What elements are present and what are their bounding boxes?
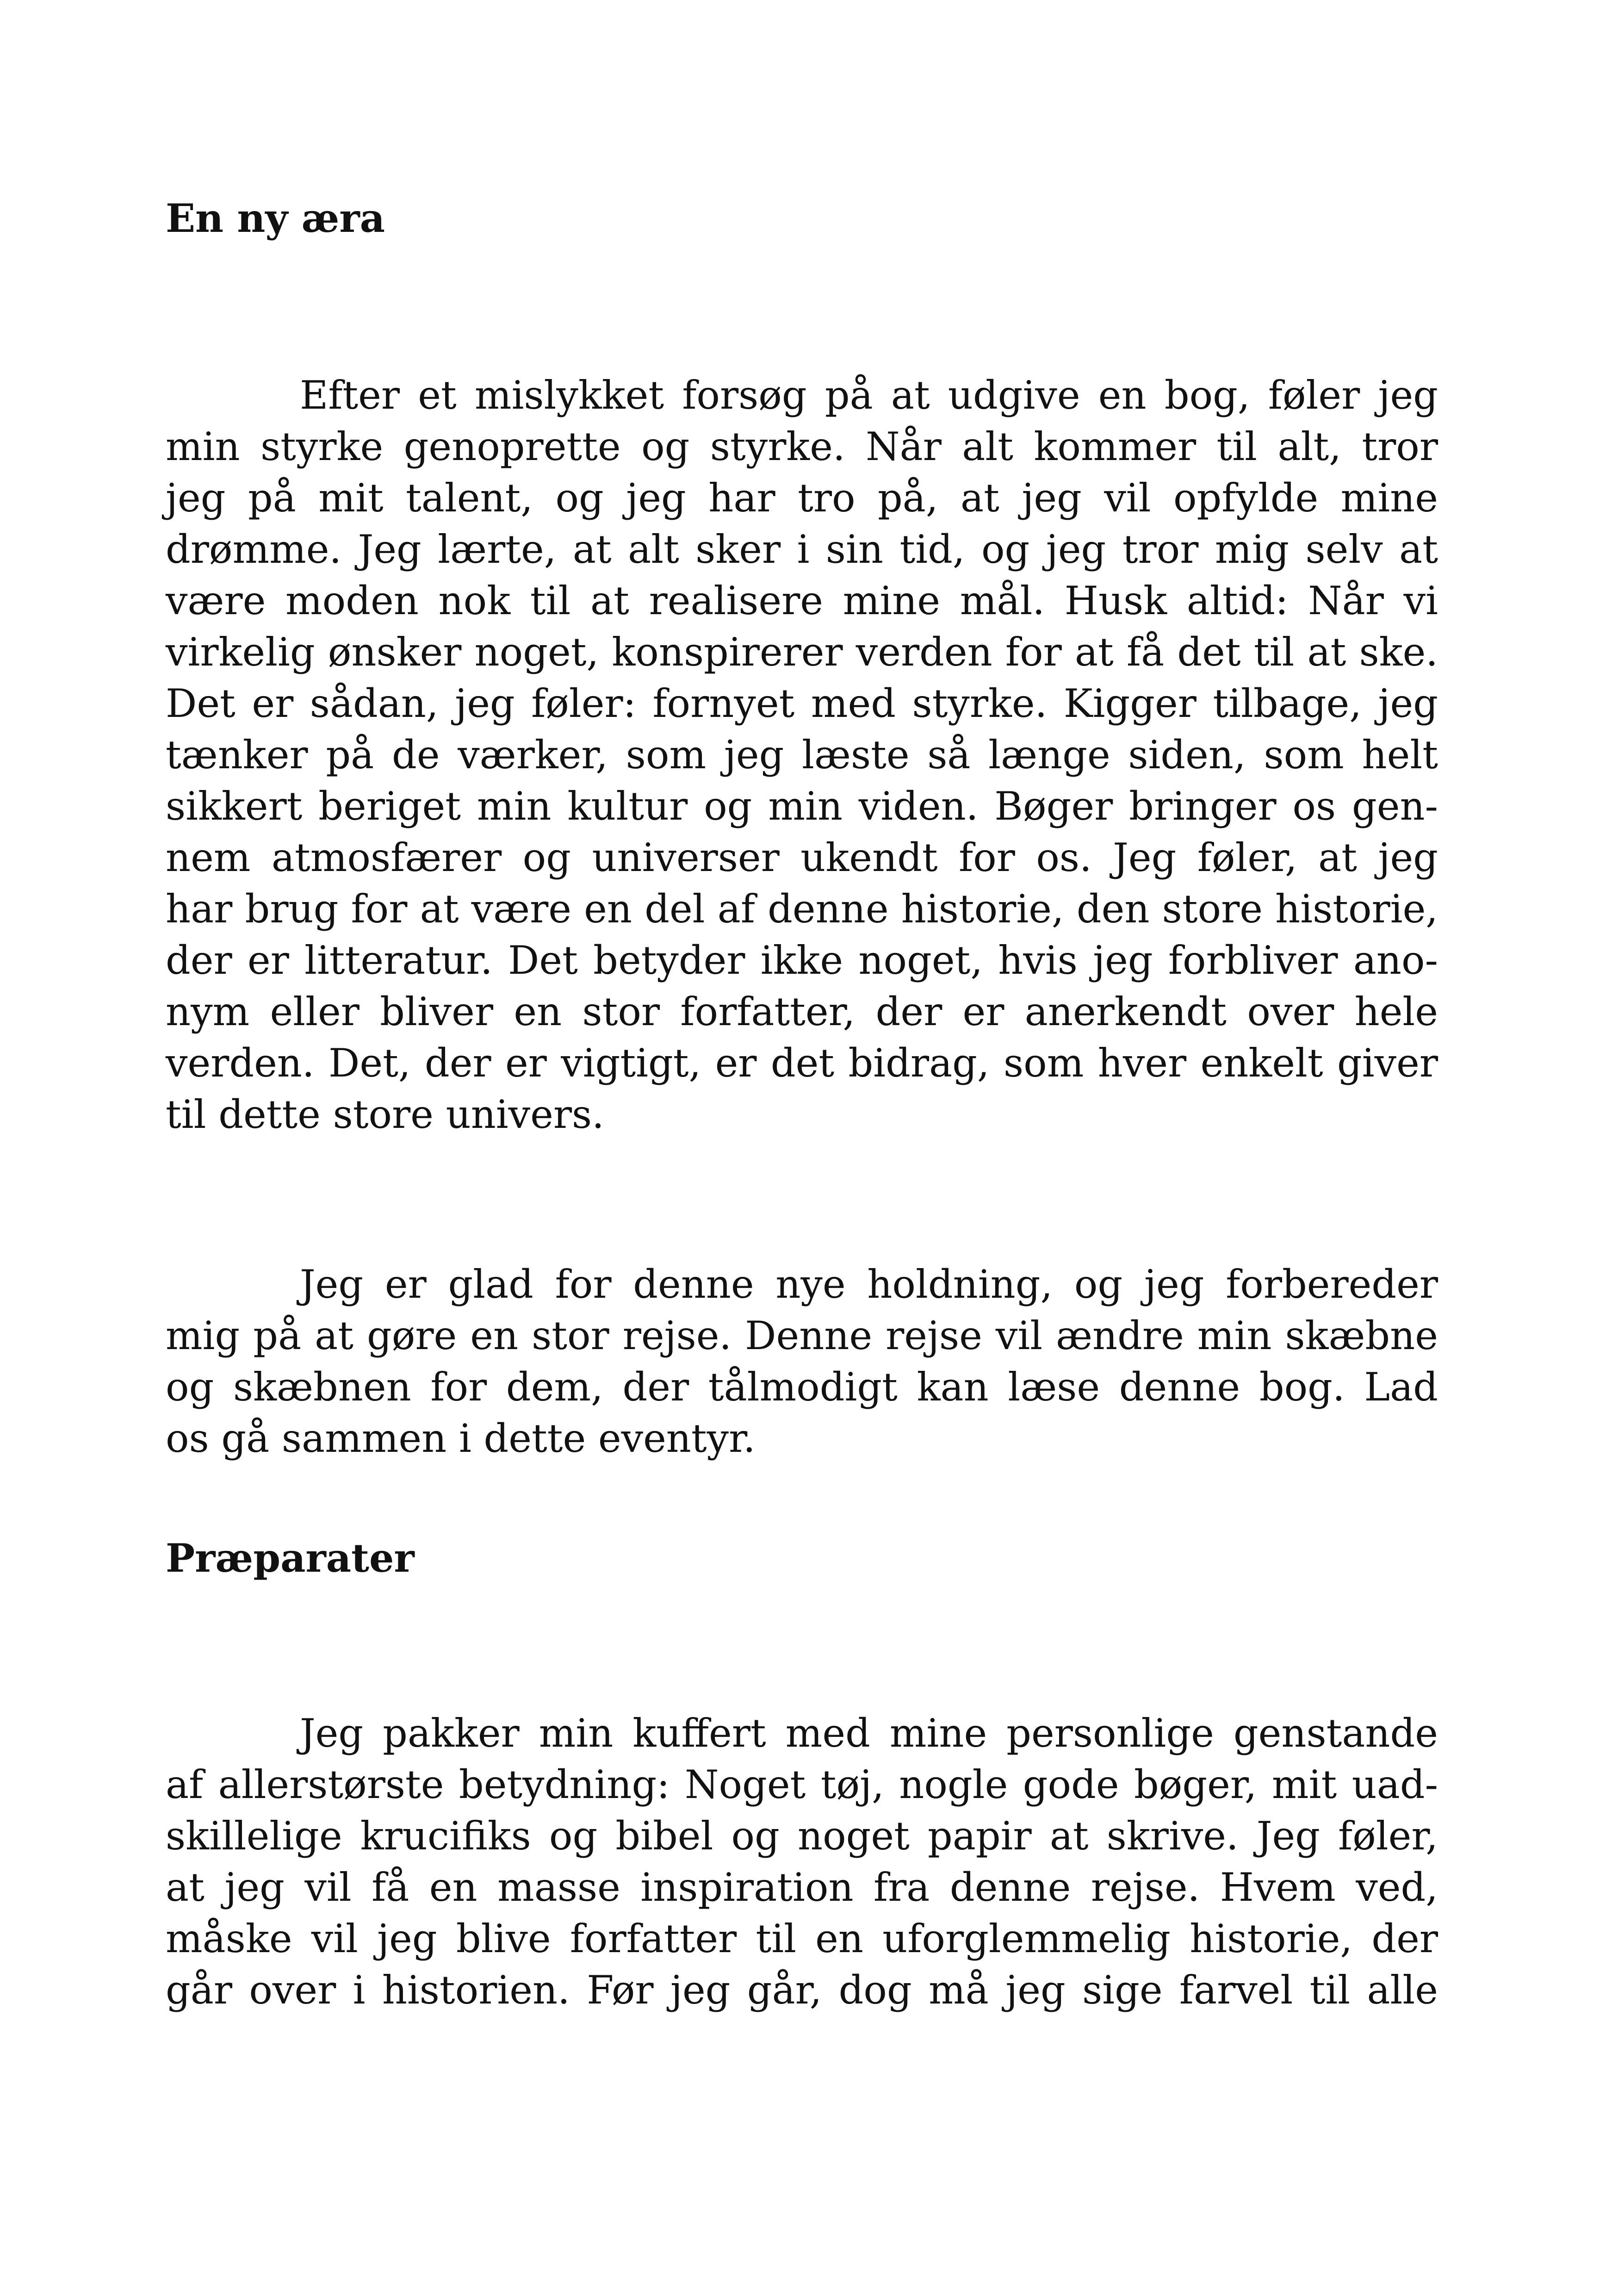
text-line: Jeg pakker min kuffert med mine personlige genstande	[300, 1711, 1438, 1756]
text-line: min styrke genoprette og styrke. Når alt kommer til alt, tror	[166, 424, 1438, 469]
text-line: tænker på de værker, som jeg læste så længe siden, som helt	[166, 732, 1438, 778]
text-line: mig på at gøre en stor rejse. Denne rejse vil ændre min skæbne	[166, 1313, 1438, 1358]
text-line: skillelige krucifiks og bibel og noget papir at skrive. Jeg føler,	[166, 1813, 1438, 1859]
text-line: der er litteratur. Det betyder ikke noget, hvis jeg forbliver ano-	[166, 938, 1438, 983]
text-line: Efter et mislykket forsøg på at udgive en bog, føler jeg	[300, 373, 1438, 418]
section-heading: En ny æra	[166, 195, 385, 241]
text-line: af allerstørste betydning: Noget tøj, nogle gode bøger, mit uad-	[166, 1762, 1438, 1807]
text-line: være moden nok til at realisere mine mål. Husk altid: Når vi	[166, 578, 1438, 623]
text-line: Det er sådan, jeg føler: fornyet med styrke. Kigger tilbage, jeg	[166, 681, 1438, 726]
text-line: går over i historien. Før jeg går, dog må jeg sige farvel til alle	[166, 1967, 1438, 2013]
text-line: måske vil jeg blive forfatter til en uforglemmelig historie, der	[166, 1916, 1438, 1961]
text-line: at jeg vil få en masse inspiration fra denne rejse. Hvem ved,	[166, 1865, 1438, 1910]
text-line: nem atmosfærer og universer ukendt for os. Jeg føler, at jeg	[166, 835, 1438, 880]
text-line: har brug for at være en del af denne historie, den store historie,	[166, 886, 1438, 932]
text-line: Jeg er glad for denne nye holdning, og jeg forbereder	[300, 1262, 1438, 1307]
text-line: virkelig ønsker noget, konspirerer verden for at få det til at ske.	[166, 629, 1438, 675]
text-line: nym eller bliver en stor forfatter, der er anerkendt over hele	[166, 989, 1438, 1034]
text-line: og skæbnen for dem, der tålmodigt kan læse denne bog. Lad	[166, 1364, 1438, 1410]
text-line: jeg på mit talent, og jeg har tro på, at jeg vil opfylde mine	[166, 475, 1438, 521]
text-line: drømme. Jeg lærte, at alt sker i sin tid, og jeg tror mig selv at	[166, 527, 1438, 572]
text-line: sikkert beriget min kultur og min viden. Bøger bringer os gen-	[166, 784, 1438, 829]
text-line: verden. Det, der er vigtigt, er det bidrag, som hver enkelt giver	[166, 1040, 1438, 1086]
section-heading: Præparater	[166, 1535, 415, 1581]
text-line: til dette store univers.	[166, 1092, 604, 1137]
text-line: os gå sammen i dette eventyr.	[166, 1416, 756, 1461]
